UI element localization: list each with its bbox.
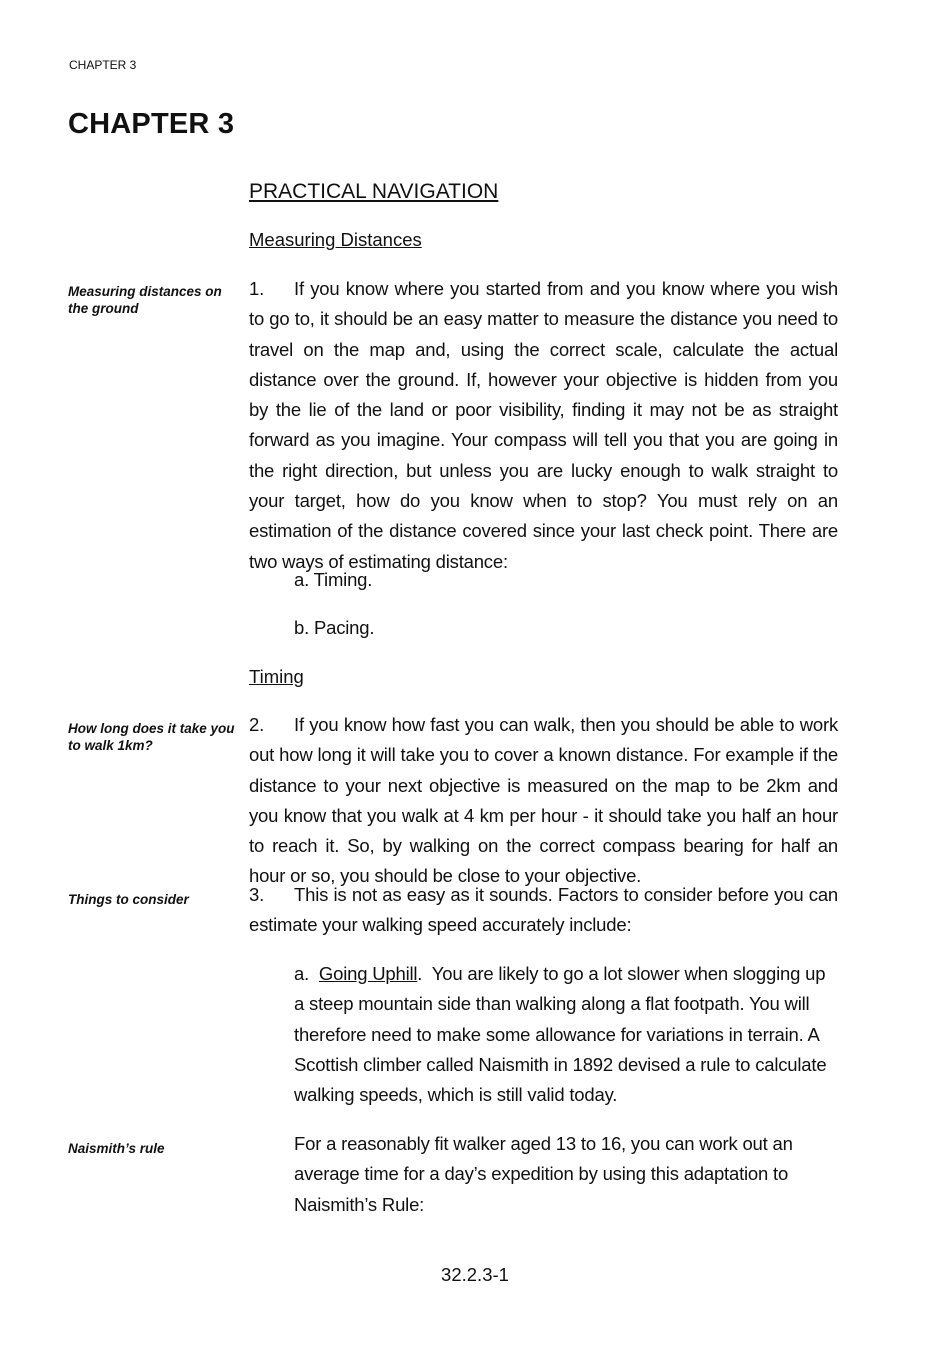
subparagraph-prefix: a. — [294, 963, 310, 984]
subheading-measuring-distances: Measuring Distances — [249, 229, 422, 250]
subparagraph-text: You are likely to go a lot slower when slogging up a steep mountain side than walking along a flat footpath. You will therefore need to make some allowance for variations in terrain. A Scottish climber called Naismith in 1892 devised a rule to calculate walking speeds, which is still valid today. — [294, 963, 827, 1106]
subparagraph-heading: Going Uphill — [318, 963, 418, 984]
paragraph-number: 3. — [249, 884, 265, 905]
running-header: CHAPTER 3 — [69, 58, 137, 72]
sidenote-naismiths-rule: Naismith’s rule — [68, 1141, 165, 1156]
paragraph-3 — [249, 880, 838, 941]
subheading-timing: Timing — [249, 666, 304, 687]
paragraph-text: This is not as easy as it sounds. Factors to consider before you can estimate your walking speed accurately include: — [249, 884, 838, 936]
subparagraph-going-uphill: a. Going Uphill. You are likely to go a lot slower when slogging up a steep mountain side than walking along a flat footpath. You will therefore need to make some allowance for variations in terrain. A Scottish climber called Naismith in 1892 devised a rule to calculate walking speeds, which is still valid today. — [294, 963, 827, 1106]
sidenote-things-to-consider: Things to consider — [68, 892, 189, 907]
sidenote-walk-time: How long does it take you to walk 1km? — [68, 721, 235, 753]
paragraph-text: If you know where you started from and you know where you wish to go to, it should be an easy matter to measure the distance you need to travel on the map and, using the correct scale, calculate the actual distance over the ground. If, however your objective is hidden from you by the lie of the land or poor visibility, finding it may not be as straight forward as you imagine. Your compass will tell you that you are going in the right direction, but unless you are lucky enough to walk straight to your target, how do you know when to stop? You must rely on an estimation of the distance covered since your last check point. There are two ways of estimating distance: — [249, 278, 838, 572]
list-item-pacing: b. Pacing. — [294, 617, 375, 638]
paragraph-number: 1. — [249, 278, 265, 299]
list-item-timing: a. Timing. — [294, 569, 373, 590]
page-number: 32.2.3-1 — [441, 1264, 509, 1285]
paragraph-2 — [249, 710, 838, 892]
sidenote-measuring-distances: Measuring distances on the ground — [68, 284, 222, 316]
section-title: PRACTICAL NAVIGATION — [249, 180, 499, 203]
naismith-intro: For a reasonably fit walker aged 13 to 16, you can work out an average time for a day’s expedition by using this adaptation to Naismith’s Rule: — [294, 1133, 793, 1215]
paragraph-number: 2. — [249, 714, 265, 735]
chapter-title: CHAPTER 3 — [68, 108, 235, 140]
paragraph-1 — [249, 274, 838, 577]
paragraph-text: If you know how fast you can walk, then you should be able to work out how long it will take you to cover a known distance. For example if the distance to your next objective is measured on the map to be 2km and you know that you walk at 4 km per hour - it should take you half an hour to reach it. So, by walking on the correct compass bearing for half an hour or so, you should be close to your objective. — [249, 714, 838, 887]
